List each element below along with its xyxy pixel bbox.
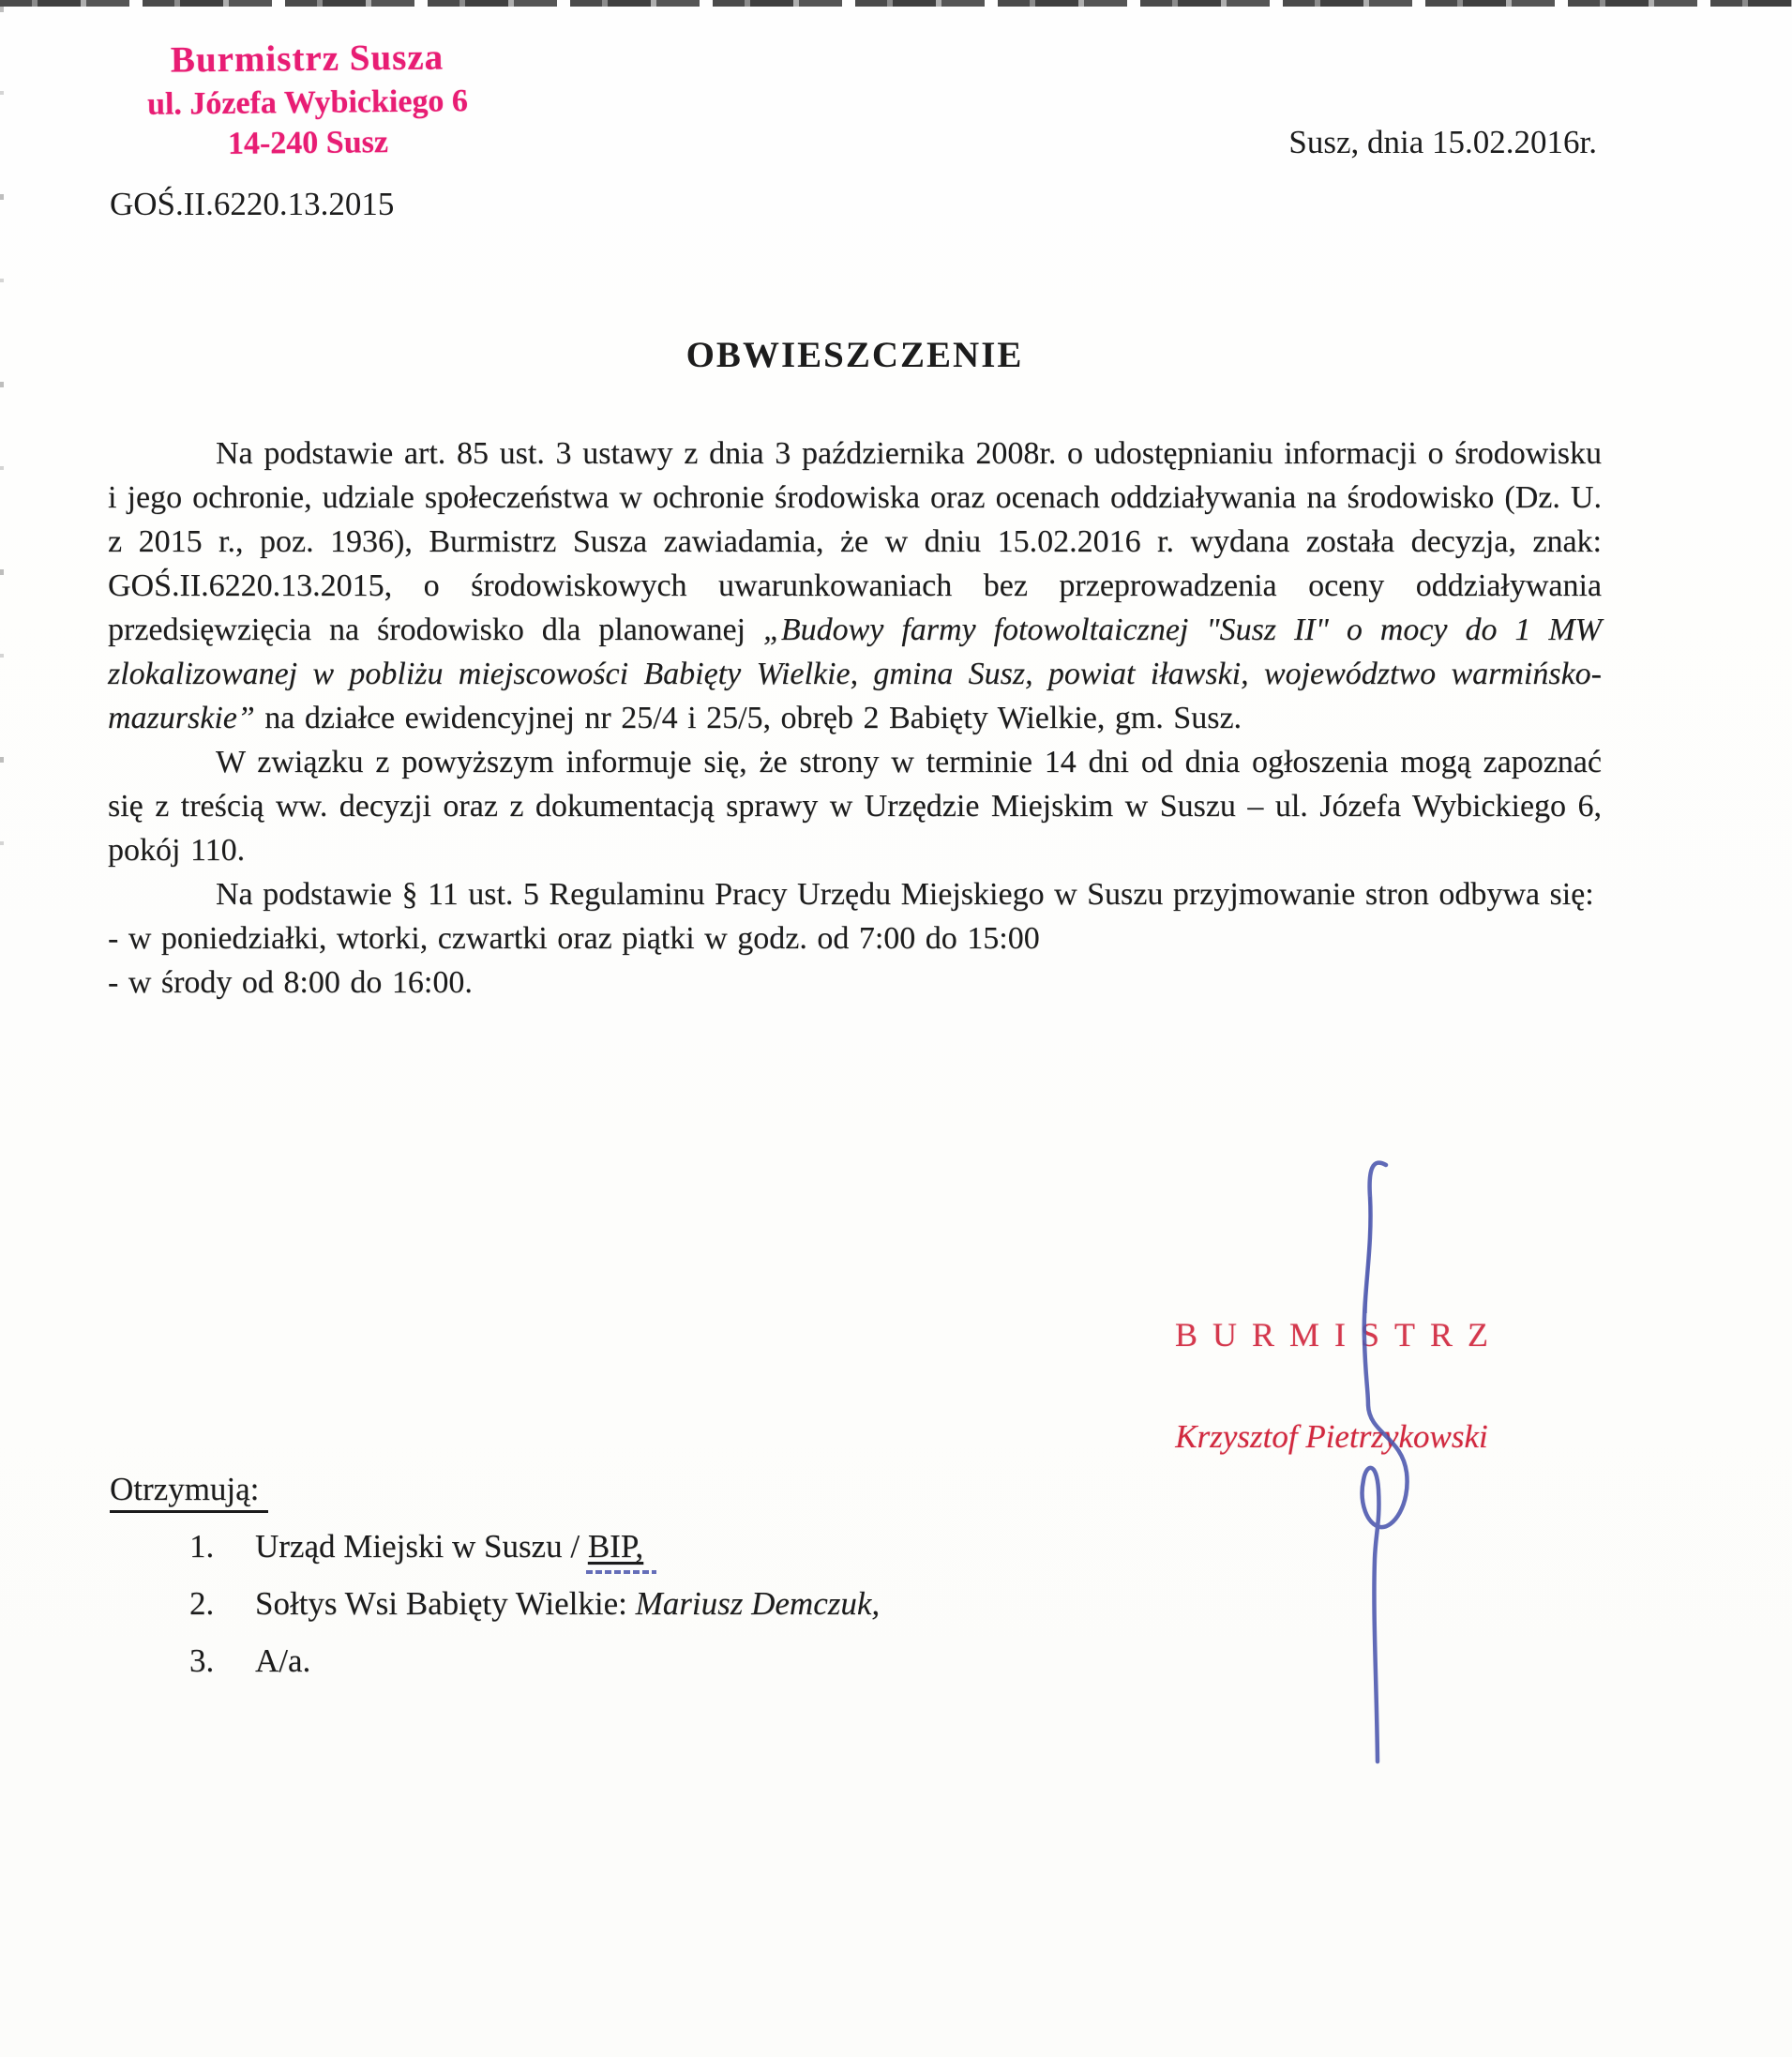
recipient-text-2-plain: Sołtys Wsi Babięty Wielkie:	[255, 1585, 636, 1622]
document-body	[108, 431, 1602, 1005]
paragraph-legal-basis	[108, 431, 1602, 740]
recipient-text-1	[255, 1523, 643, 1570]
scan-artifact-left	[0, 7, 4, 851]
reference-number: GOŚ.II.6220.13.2015	[110, 186, 395, 222]
paragraph-public-notice: W związku z powyższym informuje się, że strony w terminie 14 dni od dnia ogłoszenia mogą zapoznać się z treścią ww. decyzji oraz z dokumentacją sprawy w Urzędzie Miejskim w Suszu – ul. Józefa Wybickiego 6, pokój 110.	[108, 745, 1602, 868]
place-and-date: Susz, dnia 15.02.2016r.	[1288, 124, 1597, 160]
bip-underlined-text: BIP,	[587, 1528, 644, 1565]
recipient-item-1	[110, 1523, 880, 1570]
recipient-text-1-plain: Urząd Miejski w Suszu /	[255, 1528, 588, 1565]
recipient-number-3: 3.	[189, 1642, 215, 1679]
stamp-street: ul. Józefa Wybickiego 6	[146, 83, 469, 122]
scan-artifact-top	[0, 0, 1792, 7]
handwritten-signature	[1315, 1154, 1455, 1782]
signature-name: Krzysztof Pietrzykowski	[1175, 1418, 1488, 1455]
recipient-text-3: A/a.	[255, 1642, 311, 1679]
sender-stamp	[110, 36, 504, 163]
recipient-number-1: 1.	[189, 1528, 215, 1565]
stamp-city: 14-240 Susz	[227, 125, 389, 161]
recipients-heading: Otrzymują:	[110, 1471, 268, 1513]
project-name-quote: „Budowy farmy fotowoltaicznej "Susz II" o mocy do 1 MW zlokalizowanej w pobliżu miejscowości Babięty Wielkie, gmina Susz, powiat iławski, województwo warmińsko-mazurskie”	[108, 613, 1602, 735]
recipient-text-2	[255, 1581, 880, 1627]
recipient-item-2	[110, 1581, 880, 1627]
recipient-number-2: 2.	[189, 1585, 215, 1622]
signature-role: BURMISTRZ	[1174, 1316, 1504, 1354]
office-hours-line-2: - w środy od 8:00 do 16:00.	[108, 965, 473, 1000]
paragraph-office-rules: Na podstawie § 11 ust. 5 Regulaminu Pracy Urzędu Miejskiego w Suszu przyjmowanie stron odbywa się:	[216, 877, 1594, 912]
stamp-organization: Burmistrz Susza	[170, 37, 444, 81]
recipients-section	[110, 1471, 880, 1685]
document-title: OBWIESZCZENIE	[685, 335, 1024, 375]
paragraph-legal-basis-end: na działce ewidencyjnej nr 25/4 i 25/5, obręb 2 Babięty Wielkie, gm. Susz.	[254, 701, 1242, 735]
recipient-name-italic: Mariusz Demczuk,	[635, 1585, 881, 1622]
office-hours-line-1: - w poniedziałki, wtorki, czwartki oraz piątki w godz. od 7:00 do 15:00	[108, 921, 1040, 956]
paragraph-legal-basis-start: Na podstawie art. 85 ust. 3 ustawy z dnia 3 października 2008r. o udostępnianiu informacji o środowisku i jego ochronie, udziale społeczeństwa w ochronie środowiska oraz ocenach oddziaływania na środowisko (Dz. U. z 2015 r., poz. 1936), Burmistrz Susza zawiadamia, że w dniu 15.02.2016 r. wydana została decyzja, znak: GOŚ.II.6220.13.2015, o środowiskowych uwarunkowaniach bez przeprowadzenia oceny oddziaływania przedsięwzięcia na środowisko dla planowanej	[108, 436, 1602, 647]
recipient-item-3	[110, 1638, 880, 1685]
